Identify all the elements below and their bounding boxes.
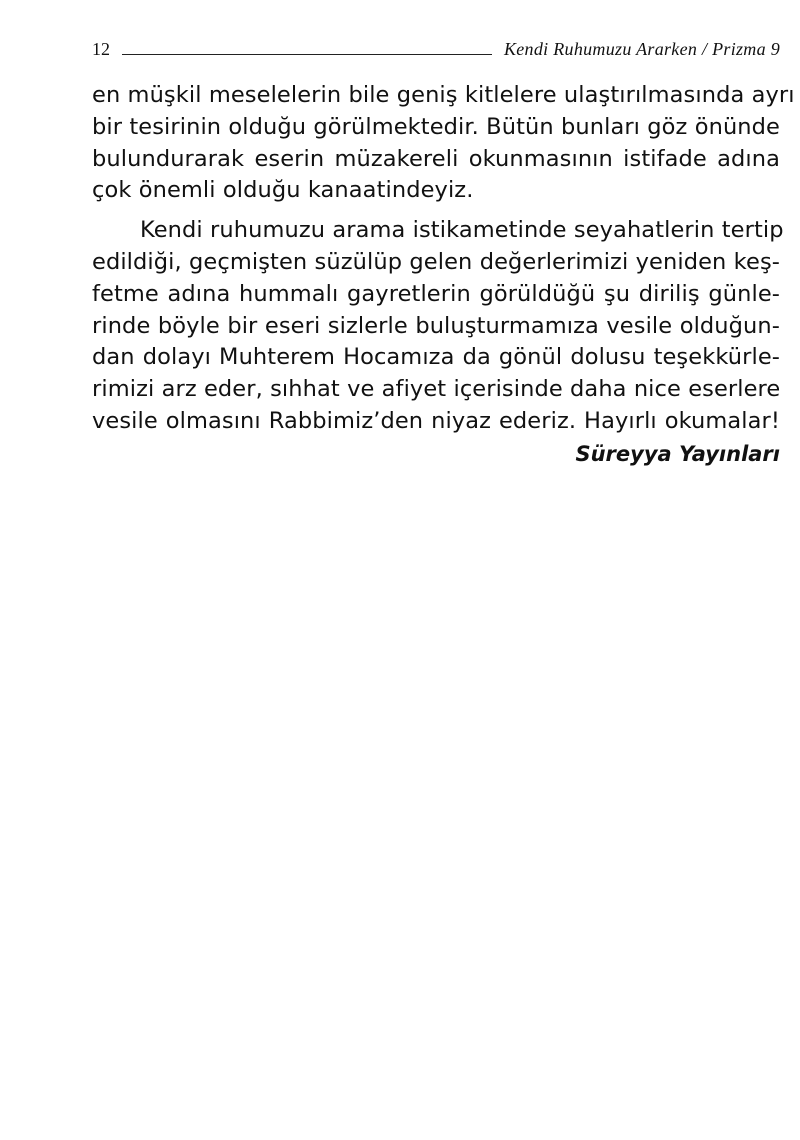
paragraph-gap bbox=[92, 207, 780, 215]
text-line: dan dolayı Muhterem Hocamıza da gönül dolusu teşekkürle- bbox=[92, 344, 780, 371]
running-header bbox=[92, 34, 780, 60]
paragraph-2 bbox=[92, 215, 784, 438]
text-line: en müşkil meselelerin bile geniş kitlelere ulaştırılmasında ayrı bbox=[92, 82, 795, 108]
publisher-signature: Süreyya Yayınları bbox=[575, 442, 780, 466]
text-line: edildiği, geçmişten süzülüp gelen değerlerimizi yeniden keş- bbox=[92, 248, 780, 275]
page-number: 12 bbox=[92, 39, 110, 59]
text-line: bulundurarak eserin müzakereli okunmasının istifade adına bbox=[92, 145, 780, 172]
text-line: rinde böyle bir eseri sizlerle buluşturmamıza vesile olduğun- bbox=[92, 312, 780, 339]
running-title: Kendi Ruhumuzu Ararken / Prizma 9 bbox=[503, 39, 780, 59]
text-line: bir tesirinin olduğu görülmektedir. Bütün bunları göz önünde bbox=[92, 113, 780, 140]
text-line: çok önemli olduğu kanaatindeyiz. bbox=[92, 177, 474, 204]
paragraph-1 bbox=[92, 80, 795, 207]
text-line: Kendi ruhumuzu arama istikametinde seyahatlerin tertip bbox=[140, 217, 784, 244]
body-text bbox=[92, 80, 795, 438]
header-rule bbox=[122, 54, 492, 55]
text-line: rimizi arz eder, sıhhat ve afiyet içerisinde daha nice eserlere bbox=[92, 376, 781, 403]
text-line: vesile olmasını Rabbimiz’den niyaz ederiz. Hayırlı okumalar! bbox=[92, 407, 780, 434]
text-line: fetme adına hummalı gayretlerin görüldüğü şu diriliş günle- bbox=[92, 280, 780, 307]
